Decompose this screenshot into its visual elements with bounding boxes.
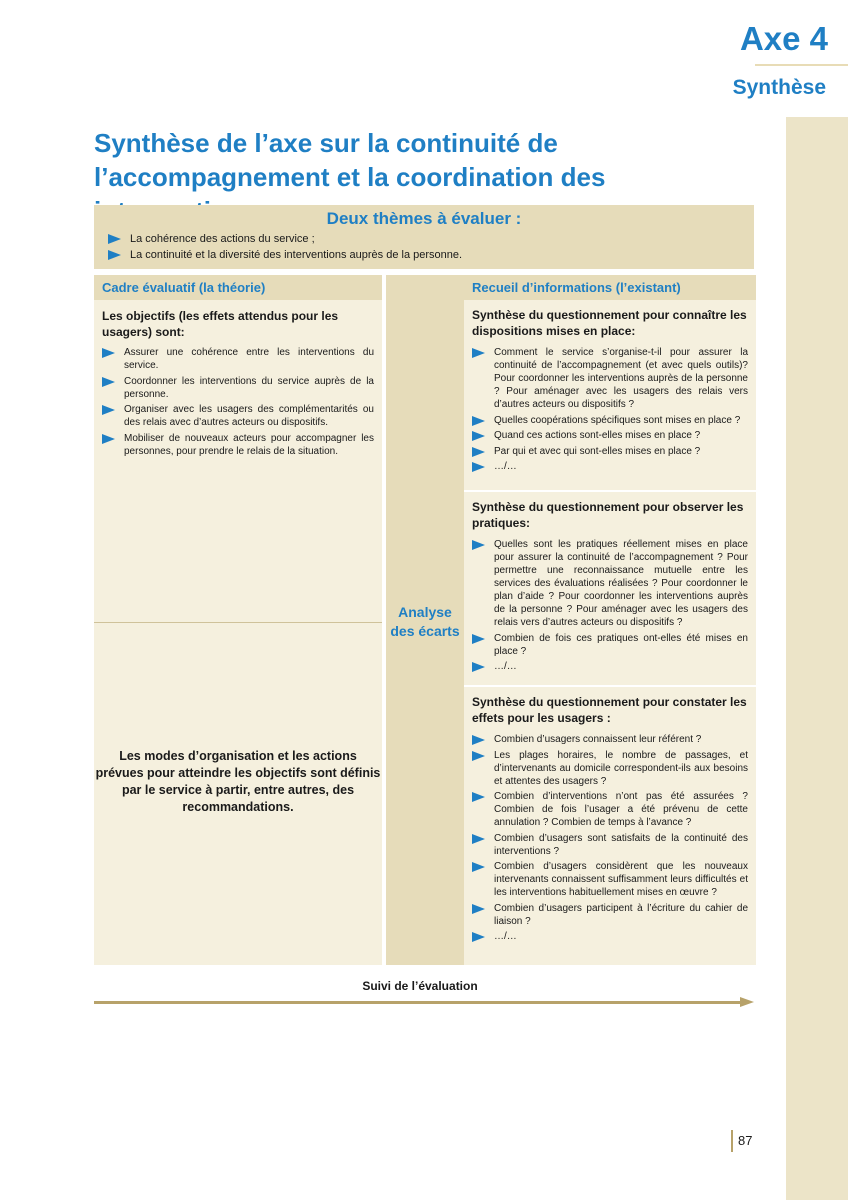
arrow-icon	[472, 462, 485, 472]
questions-list	[472, 538, 748, 673]
arrow-icon	[472, 634, 485, 644]
page-number-rule	[731, 1130, 733, 1152]
list-item: Quelles coopérations spécifiques sont mises en place ?	[472, 414, 748, 427]
modes-text: Les modes d’organisation et les actions prévues pour atteindre les objectifs sont définis par le service à partir, entre autres, des recommandations.	[95, 749, 381, 814]
section-heading: Synthèse du questionnement pour constater les effets pour les usagers :	[472, 695, 747, 725]
arrow-icon	[472, 416, 485, 426]
section-heading: Synthèse du questionnement pour connaître les dispositions mises en place:	[472, 308, 747, 338]
section-label: Synthèse	[732, 76, 826, 99]
objectives-panel	[94, 300, 382, 623]
arrow-icon	[102, 434, 115, 444]
list-item: La cohérence des actions du service ;	[108, 231, 754, 247]
list-item: Quelles sont les pratiques réellement mises en place pour assurer la continuité de l’accompagnement ? Pour permettre une reconnaissance mutuelle entre les services des évaluations réalisées ? Pour coordonner le plan d’aide ? Pour coordonner les interventions auprès de la personne ? Pour aménager avec les usagers des relais vers d’autres acteurs ou dispositifs ?	[472, 538, 748, 629]
page-number: 87	[738, 1133, 753, 1148]
list-item: Quand ces actions sont-elles mises en place ?	[472, 429, 748, 442]
list-item: …/…	[472, 460, 748, 473]
arrow-icon	[472, 932, 485, 942]
list-item: Coordonner les interventions du service auprès de la personne.	[102, 375, 374, 401]
themes-box	[94, 205, 754, 269]
dispositions-section	[464, 300, 756, 490]
list-item: …/…	[472, 660, 748, 673]
list-item: Combien de fois ces pratiques ont-elles été mises en place ?	[472, 632, 748, 658]
followup-line	[94, 1001, 742, 1004]
list-item: Comment le service s’organise-t-il pour assurer la continuité de l’accompagnement (et avec quels outils)? Pour coordonner les interventions auprès de la personne ? Pour aménager avec les usagers des relais vers d’autres acteurs ou dispositifs ?	[472, 346, 748, 411]
list-item: Combien d’usagers sont satisfaits de la continuité des interventions ?	[472, 832, 748, 858]
side-band	[786, 117, 848, 1200]
arrow-icon	[472, 751, 485, 761]
questions-list	[472, 733, 748, 943]
list-item: Combien d’usagers participent à l’écriture du cahier de liaison ?	[472, 902, 748, 928]
page-title: Synthèse de l’axe sur la continuité de l’accompagnement et la coordination des	[94, 128, 606, 192]
arrow-icon	[472, 904, 485, 914]
effects-section	[464, 687, 756, 965]
list-item: Par qui et avec qui sont-elles mises en place ?	[472, 445, 748, 458]
list-item: …/…	[472, 930, 748, 943]
arrow-icon	[472, 862, 485, 872]
arrow-icon	[102, 348, 115, 358]
arrow-icon	[108, 250, 121, 260]
header-rule	[755, 64, 848, 66]
objectives-heading: Les objectifs (les effets attendus pour les usagers) sont:	[102, 309, 339, 339]
information-header: Recueil d’informations (l’existant)	[464, 275, 756, 300]
list-item: La continuité et la diversité des interventions auprès de la personne.	[108, 247, 754, 263]
evaluation-followup-label: Suivi de l’évaluation	[362, 979, 478, 993]
arrow-icon	[472, 662, 485, 672]
arrow-icon	[472, 447, 485, 457]
theory-header: Cadre évaluatif (la théorie)	[94, 275, 382, 300]
questions-list	[472, 346, 748, 473]
gap-analysis-column	[386, 275, 464, 965]
list-item: Combien d’usagers connaissent leur référent ?	[472, 733, 748, 746]
information-column	[464, 275, 756, 965]
list-item: Mobiliser de nouveaux acteurs pour accompagner les personnes, pour prendre le relais de la situation.	[102, 432, 374, 458]
modes-panel	[94, 624, 382, 965]
gap-analysis-label: Analyse des écarts	[390, 604, 460, 639]
objectives-list	[102, 346, 374, 458]
axe-title: Axe 4	[739, 20, 828, 57]
list-item: Les plages horaires, le nombre de passages, et d’intervenants au domicile correspondent-ils aux besoins et attentes des usagers ?	[472, 749, 748, 788]
arrow-icon	[108, 234, 121, 244]
arrow-icon	[472, 735, 485, 745]
list-item: Assurer une cohérence entre les interventions du service.	[102, 346, 374, 372]
arrow-icon	[102, 405, 115, 415]
arrow-icon	[472, 348, 485, 358]
arrow-icon	[472, 792, 485, 802]
followup-arrow-icon	[740, 997, 754, 1007]
practices-section	[464, 492, 756, 685]
arrow-icon	[472, 431, 485, 441]
list-item: Combien d’usagers considèrent que les nouveaux intervenants connaissent suffisamment leurs difficultés et les interventions habituellement mises en œuvre ?	[472, 860, 748, 899]
themes-heading: Deux thèmes à évaluer :	[326, 209, 522, 228]
arrow-icon	[102, 377, 115, 387]
themes-list	[94, 231, 754, 263]
list-item: Combien d’interventions n’ont pas été assurées ? Combien de fois l’usager a été prévenu de cette annulation ? Combien de temps à l’avance ?	[472, 790, 748, 829]
section-heading: Synthèse du questionnement pour observer les pratiques:	[472, 500, 744, 530]
list-item: Organiser avec les usagers des complémentarités ou des relais avec d’autres acteurs ou dispositifs.	[102, 403, 374, 429]
theory-column	[94, 275, 382, 965]
arrow-icon	[472, 540, 485, 550]
arrow-icon	[472, 834, 485, 844]
